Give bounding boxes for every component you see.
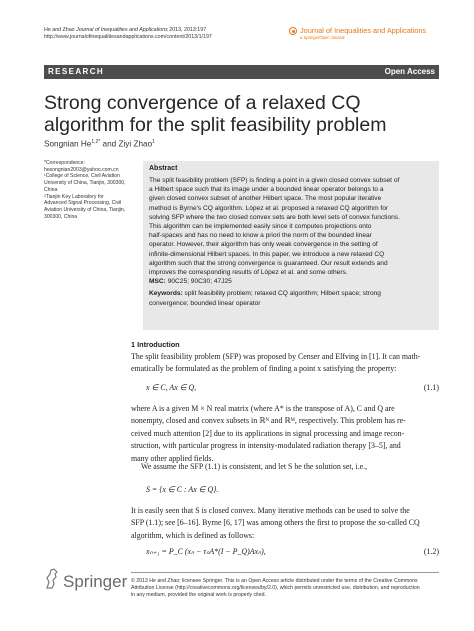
citation-journal: Journal of Inequalities and Applications xyxy=(76,27,168,33)
footer-divider xyxy=(131,572,439,573)
affiliation-line: *Correspondence: xyxy=(44,160,86,166)
equation-number: (1.1) xyxy=(423,383,439,392)
keywords-block xyxy=(149,289,433,307)
article-title xyxy=(44,92,439,136)
text-line: many other applied fields. xyxy=(131,453,214,463)
affiliation-line: University of China, Tianjin, 300300, xyxy=(44,180,126,187)
author-2-sup: 1 xyxy=(152,139,155,145)
citation-authors: He and Zhao xyxy=(44,27,77,33)
paragraph-1 xyxy=(131,351,439,376)
equation-1-1 xyxy=(131,383,439,392)
journal-logo-title: Journal of Inequalities and Applications xyxy=(300,26,427,35)
abstract-line: operator. However, their algorithm has only weak convergence in the setting of xyxy=(149,241,378,249)
citation-line xyxy=(44,27,212,34)
affiliations xyxy=(44,160,139,220)
text-line: ceived much attention [2] due to its applications in signal processing and image recon- xyxy=(131,428,405,438)
text-line: nonempty, closed and convex subsets in ℝᴺ and ℝᴹ, respectively. This problem has re- xyxy=(131,416,406,426)
license-line: Attribution License (http://creativecommons.org/licenses/by/2.0), which permits unrestricted use, distribution, and reproduction xyxy=(131,585,420,591)
keywords-line-1: split feasibility problem; relaxed CQ algorithm; Hilbert space; strong xyxy=(182,290,381,298)
text-line: struction, with particular progress in intensity-modulated radiation therapy [3–5], and xyxy=(131,441,401,451)
springer-wordmark: Springer xyxy=(63,572,128,591)
title-line-1: Strong convergence of a relaxed CQ xyxy=(44,92,361,114)
license-line: © 2013 He and Zhao; licensee Springer. This is an Open Access article distributed under the terms of the Creative Commons xyxy=(131,578,418,584)
text-line: SFP (1.1); see [6–16]. Byrne [6, 17] was among others the first to propose the so-called CQ xyxy=(131,518,420,528)
affiliation-line: ²Tianjin Key Laboratory for xyxy=(44,193,104,200)
abstract-box xyxy=(143,161,439,330)
abstract-line: This algorithm can be implemented easily since it computes projections onto xyxy=(149,223,372,231)
license-line: in any medium, provided the original work is properly cited. xyxy=(131,592,266,598)
author-1: Songnian He xyxy=(44,139,92,149)
equation-body: S = {x ∈ C : Ax ∈ Q}. xyxy=(146,485,219,494)
abstract-line: solving SFP where the two closed convex sets are both level sets of convex functions. xyxy=(149,213,400,221)
affiliation-line: Aviation University of China, Tianjin, xyxy=(44,206,126,213)
keywords-line-2: convergence; bounded linear operator xyxy=(149,299,261,307)
equation-solution-set xyxy=(131,485,439,494)
abstract-line: a Hilbert space such that its image under a bounded linear operator belongs to a xyxy=(149,186,384,194)
equation-number: (1.2) xyxy=(423,547,439,556)
article-type-banner xyxy=(44,65,439,79)
affiliation-line: China xyxy=(44,186,58,193)
article-url[interactable]: http://www.journalofinequalitiesandapplications.com/content/2013/1/197 xyxy=(44,34,212,40)
affiliation-line: Advanced Signal Processing, Civil xyxy=(44,200,122,207)
author-1-sup: 1,2* xyxy=(91,139,101,145)
license-notice xyxy=(131,578,439,599)
abstract-line: half-spaces and has no need to know a priori the norm of the bounded linear xyxy=(149,232,372,240)
paragraph-2 xyxy=(131,403,439,465)
springer-logo xyxy=(44,568,134,598)
article-type-label: RESEARCH xyxy=(48,67,105,76)
text-line: The split feasibility problem (SFP) was proposed by Censer and Elfving in [1]. It can math- xyxy=(131,352,421,361)
text-line: ematically be formulated as the problem of finding a point x satisfying the property: xyxy=(131,364,397,374)
abstract-line: The split feasibility problem (SFP) is finding a point in a given closed convex subset of xyxy=(149,177,400,184)
msc-label: MSC: xyxy=(149,278,166,286)
abstract-line: method is Byrne's CQ algorithm. López et al. proposed a relaxed CQ algorithm for xyxy=(149,204,389,212)
open-access-label: Open Access xyxy=(384,67,435,76)
msc-line xyxy=(149,277,433,286)
author-join: and Ziyi Zhao xyxy=(100,139,153,149)
abstract-line: algorithm such that the strong convergence is guaranteed. Our result extends and xyxy=(149,259,388,267)
text-line: where A is a given M × N real matrix (where A* is the transpose of A), C and Q are xyxy=(131,404,395,413)
equation-body: xₙ₊₁ = P_C (xₙ − τₙA*(I − P_Q)Axₙ), xyxy=(146,547,266,556)
section-heading: 1 Introduction xyxy=(131,340,180,349)
affiliation-line: ¹College of Science, Civil Aviation xyxy=(44,173,120,180)
text-line: It is easily seen that S is closed convex. Many iterative methods can be used to solve the xyxy=(131,506,410,515)
paragraph-4 xyxy=(131,505,439,542)
keywords-label: Keywords: xyxy=(149,290,183,298)
citation-rest: 2013, 2013:197 xyxy=(167,27,207,33)
abstract-heading: Abstract xyxy=(149,165,178,172)
abstract-line: infinite-dimensional Hilbert spaces. In this paper, we introduce a new relaxed CQ xyxy=(149,250,385,258)
abstract-line: given closed convex subset of another Hilbert space. The most popular iterative xyxy=(149,195,382,203)
equation-body: x ∈ C, Ax ∈ Q, xyxy=(146,383,197,392)
correspondence-email[interactable]: hesongnian2003@yahoo.com.cn xyxy=(44,166,119,173)
author-list xyxy=(44,139,155,149)
springeropen-logo-icon xyxy=(289,27,297,35)
springer-horse-icon xyxy=(44,568,60,590)
abstract-line: improves the corresponding results of López et al. and some others. xyxy=(149,269,348,277)
citation-header xyxy=(44,27,212,41)
abstract-text xyxy=(149,176,433,277)
text-line: We assume the SFP (1.1) is consistent, and let S be the solution set, i.e., xyxy=(141,462,368,471)
text-line: algorithm, which is defined as follows: xyxy=(131,530,255,540)
equation-1-2 xyxy=(131,547,439,556)
journal-logo-subtitle: a SpringerOpen Journal xyxy=(300,35,345,40)
title-line-2: algorithm for the split feasibility problem xyxy=(44,114,387,136)
paragraph-3 xyxy=(131,461,439,473)
affiliation-line: 300300, China xyxy=(44,213,78,220)
msc-value: 90C25; 90C30; 47J25 xyxy=(165,278,232,286)
